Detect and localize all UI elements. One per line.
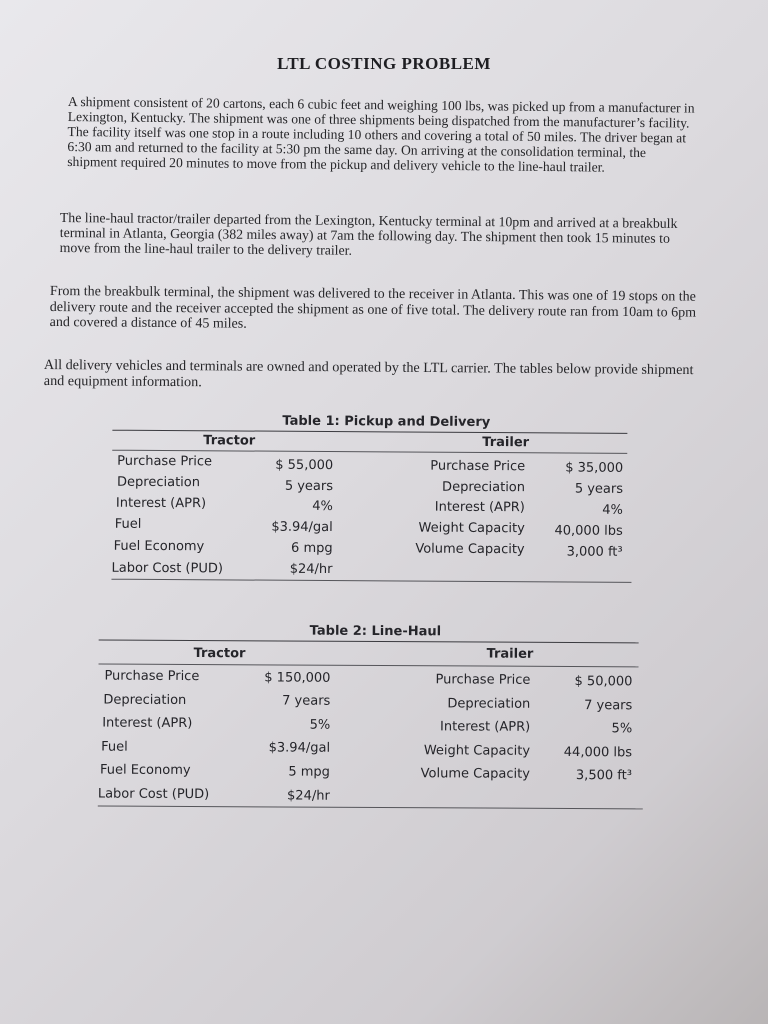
row-label: Labor Cost (PUD) (97, 786, 210, 803)
trailer-header: Trailer (486, 646, 534, 662)
row-label: Depreciation (117, 474, 201, 491)
row-label: Interest (APR) (440, 719, 531, 735)
row-value: $ 50,000 (574, 674, 633, 690)
row-value: 5 years (574, 481, 624, 497)
table-title: Table 2: Line-Haul (309, 623, 442, 640)
table-header-rule (99, 664, 639, 668)
row-value: 3,000 ft³ (566, 544, 623, 560)
row-label: Fuel (101, 739, 128, 755)
row-label: Purchase Price (430, 458, 526, 475)
row-label: Fuel (114, 516, 142, 532)
row-value: 5% (611, 721, 633, 737)
row-value: $24/hr (287, 788, 330, 804)
row-value: 44,000 lbs (563, 744, 633, 761)
row-label: Depreciation (442, 479, 526, 496)
row-value: 5% (309, 717, 331, 733)
row-label: Weight Capacity (423, 743, 531, 759)
row-value: 5 years (284, 478, 334, 495)
row-value: 6 mpg (291, 540, 333, 557)
table-bottom-rule (98, 806, 643, 810)
table-title: Table 1: Pickup and Delivery (282, 413, 491, 431)
row-label: Purchase Price (117, 453, 213, 470)
trailer-header: Trailer (482, 434, 530, 451)
paragraph-ownership: All delivery vehicles and terminals are owned and operated by the LTL carrier. The tables below provide shipment and equipment information. (43, 357, 694, 391)
row-value: 3,500 ft³ (575, 768, 632, 784)
tractor-header: Tractor (193, 646, 246, 662)
row-label: Fuel Economy (99, 762, 191, 779)
row-label: Volume Capacity (415, 541, 525, 558)
row-label: Purchase Price (104, 668, 200, 685)
paragraph-pickup: A shipment consistent of 20 cartons, each 6 cubic feet and weighing 100 lbs, was picked up from a manufacturer in Lexington, Kentucky. The shipment was one of three shipments being dispatched from the manufacturer’s facility. The facility itself was one stop in a route including 10 others and covering a total of 50 miles. The driver began at 6:30 am and returned to the facility at 5:30 pm the same day. On arriving at the consolidation terminal, the shipment required 20 minutes to move from the pickup and delivery vehicle to the line-haul trailer. (67, 94, 695, 175)
row-label: Interest (APR) (434, 499, 525, 516)
row-label: Weight Capacity (418, 520, 525, 537)
page-title: LTL COSTING PROBLEM (277, 54, 491, 73)
row-label: Interest (APR) (102, 715, 193, 732)
row-label: Depreciation (103, 692, 187, 708)
row-label: Interest (APR) (115, 495, 207, 512)
row-value: 4% (602, 502, 623, 518)
row-value: 7 years (282, 693, 331, 709)
tractor-header: Tractor (203, 433, 256, 449)
row-label: Volume Capacity (420, 766, 530, 782)
row-value: $ 35,000 (565, 460, 624, 476)
row-value: 4% (312, 498, 333, 515)
row-label: Purchase Price (435, 672, 531, 688)
row-value: 5 mpg (288, 764, 331, 780)
paragraph-delivery: From the breakbulk terminal, the shipment was delivered to the receiver in Atlanta. This was one of 19 stops on the delivery route and the receiver accepted the shipment as one of five total. The delivery route ran from 10am to 6pm and covered a distance of 45 miles. (49, 284, 697, 332)
row-value: 40,000 lbs (554, 523, 623, 539)
row-value: $ 55,000 (275, 457, 334, 474)
row-value: $24/hr (289, 561, 333, 578)
row-label: Labor Cost (PUD) (111, 560, 224, 577)
row-label: Depreciation (447, 696, 531, 712)
paragraph-line-haul: The line-haul tractor/trailer departed from the Lexington, Kentucky terminal at 10pm and arrived at a breakbulk terminal in Atlanta, Georgia (382 miles away) at 7am the following day. The shipment then took 15 minutes to move from the line-haul trailer to the delivery trailer. (59, 210, 678, 258)
row-label: Fuel Economy (113, 538, 205, 555)
row-value: 7 years (584, 698, 633, 714)
row-value: $3.94/gal (268, 740, 331, 756)
row-value: $3.94/gal (271, 519, 333, 536)
row-value: $ 150,000 (264, 670, 331, 686)
table-top-rule (99, 640, 639, 644)
